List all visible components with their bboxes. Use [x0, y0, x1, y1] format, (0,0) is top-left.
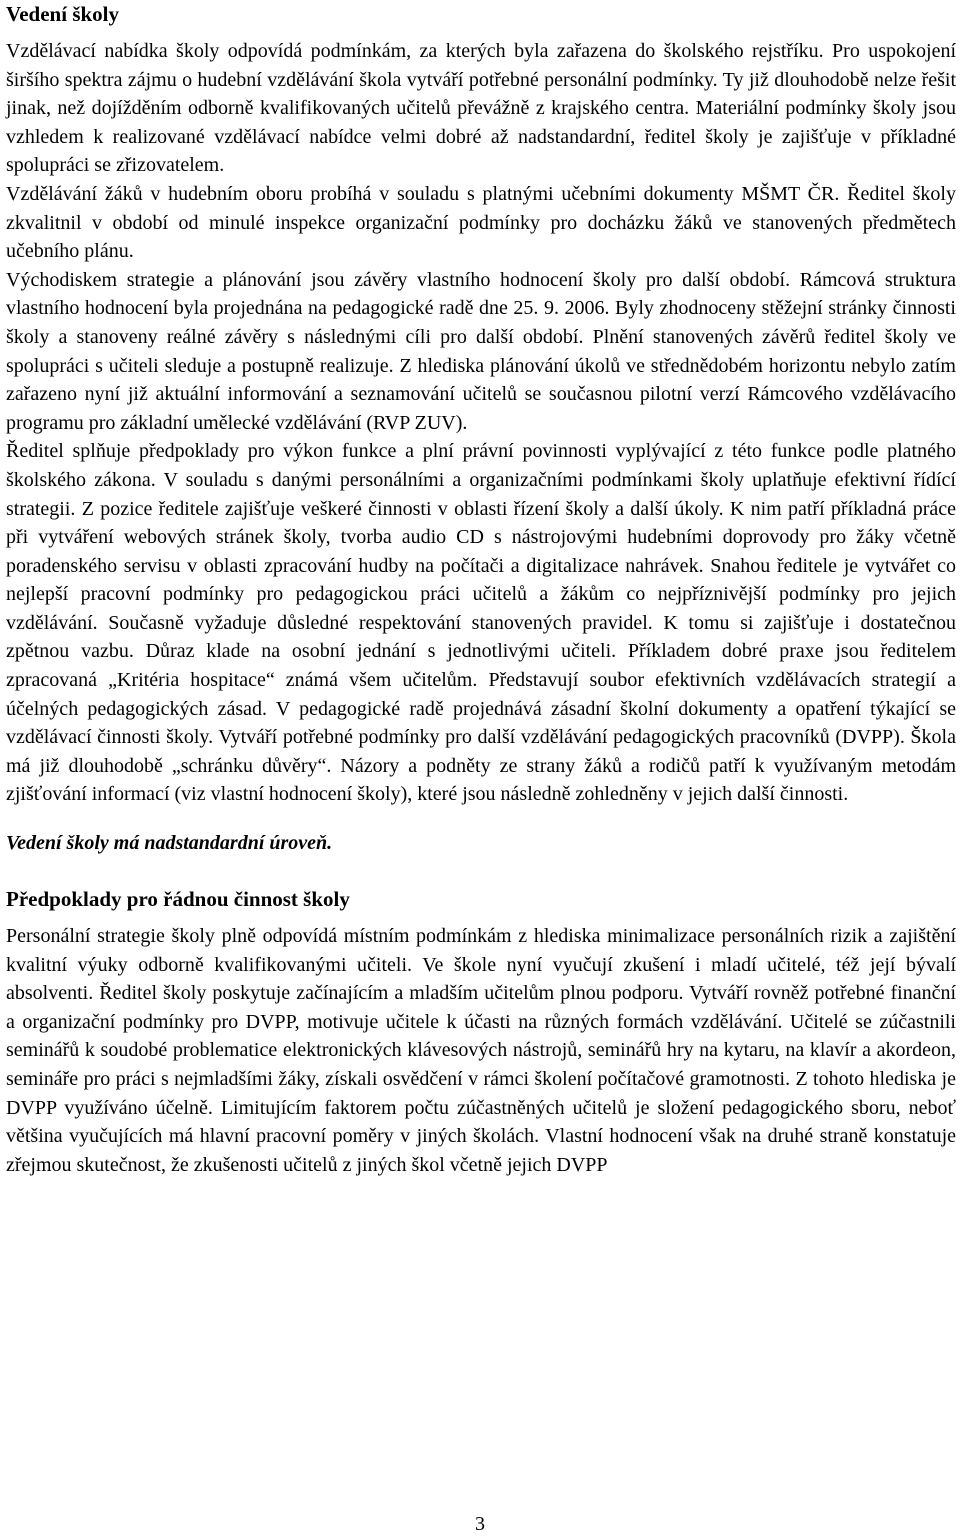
section-conclusion: Vedení školy má nadstandardní úroveň.: [6, 832, 333, 855]
section-heading-predpoklady: Předpoklady pro řádnou činnost školy: [6, 887, 350, 912]
paragraph-personnel-strategy: Personální strategie školy plně odpovídá místním podmínkám z hlediska minimalizace personálních rizik a zajištění kvalitní výuky odborně kvalifikovanými učiteli. Ve škole nyní vyučují zkušení i mladí učitelé, též její bývalí absolventi. Ředitel školy poskytuje začínajícím a mladším učitelům plnou podporu. Vytváří rovněž potřebné finanční a organizační podmínky pro DVPP, motivuje učitele k účasti na různých formách vzdělávání. Učitelé se zúčastnili seminářů k soudobé problematice elektronických klávesových nástrojů, seminářů hry na kytaru, na klavír a akordeon, semináře pro práci s nejmladšími žáky, získali osvědčení v rámci školení počítačové gramotnosti. Z tohoto hlediska je DVPP využíváno účelně. Limitujícím faktorem počtu zúčastněných učitelů je složení pedagogického sboru, neboť většina vyučujících má hlavní pracovní poměry v jiných školách. Vlastní hodnocení však na druhé straně konstatuje zřejmou skutečnost, že zkušenosti učitelů z jiných škol včetně jejich DVPP: [6, 925, 956, 1176]
section-heading-vedeni-skoly: Vedení školy: [6, 2, 120, 26]
paragraph-music-education: Vzdělávání žáků v hudebním oboru probíhá v souladu s platnými učebními dokumenty MŠMT ČR. Ředitel školy zkvalitnil v období od minulé inspekce organizační podmínky pro docházku žáků ve stanovených předmětech učebního plánu.: [6, 182, 956, 263]
paragraph-strategy-planning: Východiskem strategie a plánování jsou závěry vlastního hodnocení školy pro další období. Rámcová struktura vlastního hodnocení byla projednána na pedagogické radě dne 25. 9. 2006. Byly zhodnoceny stěžejní stránky činnosti školy a stanoveny reálné závěry s následnými cíli pro další období. Plnění stanovených závěrů ředitel školy ve spolupráci s učiteli sleduje a postupně realizuje. Z hlediska plánování úkolů ve střednědobém horizontu nebylo zatím zařazeno nyní již aktuální informování a seznamování učitelů se současnou pilotní verzí Rámcového vzdělávacího programu pro základní umělecké vzdělávání (RVP ZUV).: [6, 268, 956, 434]
paragraph-director-duties: Ředitel splňuje předpoklady pro výkon funkce a plní právní povinnosti vyplývající z této funkce podle platného školského zákona. V souladu s danými personálními a organizačními podmínkami školy uplatňuje efektivní řídící strategii. Z pozice ředitele zajišťuje veškeré činnosti v oblasti řízení školy a další úkoly. K nim patří příkladná práce při vytváření webových stránek školy, tvorba audio CD s nástrojovými hudebními doprovody pro žáky včetně poradenského servisu v oblasti zpracování hudby na počítači a digitalizace nahrávek. Snahou ředitele je vytvářet co nejlepší pracovní podmínky pro pedagogickou práci učitelů a žákům co nejpříznivější podmínky pro jejich vzdělávání. Současně vyžaduje důsledné respektování stanovených pravidel. K tomu si zajišťuje i dostatečnou zpětnou vazbu. Důraz klade na osobní jednání s jednotlivými učiteli. Příkladem dobré praxe jsou ředitelem zpracovaná „Kritéria hospitace“ známá všem učitelům. Představují soubor efektivních vzdělávacích strategií a účelných pedagogických zásad. V pedagogické radě projednává zásadní školní dokumenty a opatření týkající se vzdělávací činnosti školy. Vytváří potřebné podmínky pro další vzdělávání pedagogických pracovníků (DVPP). Škola má již dlouhodobě „schránku důvěry“. Názory a podněty ze strany žáků a rodičů patří k využívaným metodám zjišťování informací (viz vlastní hodnocení školy), které jsou následně zohledněny v jejich další činnosti.: [6, 440, 956, 806]
document-page: [6, 0, 956, 1179]
page-number: 3: [475, 1513, 485, 1535]
paragraph-educational-offer: Vzdělávací nabídka školy odpovídá podmínkám, za kterých byla zařazena do školského rejstříku. Pro uspokojení širšího spektra zájmu o hudební vzdělávání škola vytváří potřebné personální podmínky. Ty již dlouhodobě nelze řešit jinak, než dojížděním odborně kvalifikovaných učitelů převážně z krajského centra. Materiální podmínky školy jsou vzhledem k realizované vzdělávací nabídce velmi dobré až nadstandardní, ředitel školy je zajišťuje v příkladné spolupráci se zřizovatelem.: [6, 40, 956, 177]
